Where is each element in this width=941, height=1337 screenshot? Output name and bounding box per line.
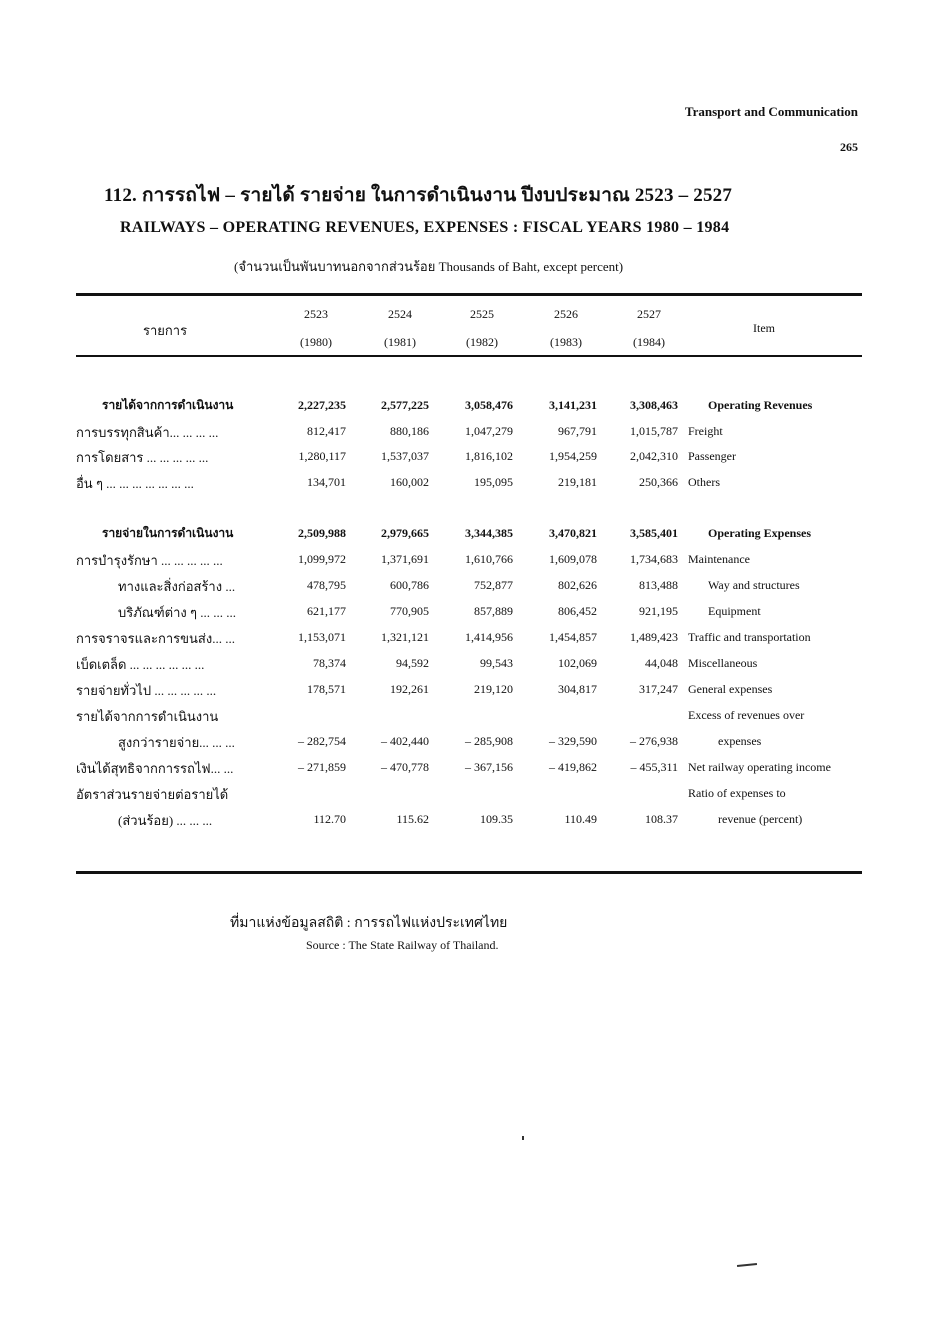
cell-value: 2,979,665: [381, 526, 429, 540]
row-label-english: Others: [688, 475, 720, 489]
row-label-english: Traffic and transportation: [688, 630, 811, 644]
item-header-thai: รายการ: [143, 323, 188, 338]
cell-value: 2,509,988: [298, 526, 346, 540]
year-header-ad: (1982): [466, 335, 498, 349]
cell-value: – 455,311: [630, 760, 678, 774]
row-label-thai: รายได้จากการดำเนินงาน: [102, 398, 234, 412]
cell-value: 1,954,259: [549, 449, 597, 463]
row-label-english: Ratio of expenses to: [688, 786, 786, 800]
row-label-thai: (ส่วนร้อย) ... ... ...: [118, 813, 213, 828]
row-label-thai: การโดยสาร ... ... ... ... ...: [76, 450, 209, 465]
cell-value: 112.70: [313, 812, 346, 826]
row-label-thai: การจราจรและการขนส่ง... ...: [76, 631, 235, 646]
year-header-thai: 2526: [554, 307, 578, 321]
cell-value: 1,489,423: [630, 630, 678, 644]
source-thai: ที่มาแห่งข้อมูลสถิติ : การรถไฟแห่งประเทศไทย: [230, 916, 508, 931]
cell-value: 108.37: [645, 812, 678, 826]
cell-value: 3,585,401: [630, 526, 678, 540]
cell-value: 110.49: [564, 812, 597, 826]
section-header: Transport and Communication: [684, 104, 858, 119]
row-label-thai: เงินได้สุทธิจากการรถไฟ... ...: [76, 761, 234, 776]
table-title-thai: [104, 180, 732, 210]
cell-value: 802,626: [558, 578, 597, 592]
cell-value: 857,889: [474, 604, 513, 618]
cell-value: 219,120: [474, 682, 513, 696]
cell-value: – 367,156: [465, 760, 513, 774]
cell-value: 1,321,121: [381, 630, 429, 644]
unit-note: (จำนวนเป็นพันบาทนอกจากส่วนร้อย Thousands of Baht, except percent): [234, 259, 624, 274]
cell-value: 478,795: [307, 578, 346, 592]
cell-value: 812,417: [307, 424, 346, 438]
cell-value: 304,817: [558, 682, 597, 696]
cell-value: – 285,908: [465, 734, 513, 748]
cell-value: 3,141,231: [549, 398, 597, 412]
cell-value: 1,609,078: [549, 552, 597, 566]
cell-value: 3,344,385: [465, 526, 513, 540]
cell-value: 160,002: [390, 475, 429, 489]
row-label-english: Miscellaneous: [688, 656, 758, 670]
cell-value: 115.62: [396, 812, 429, 826]
cell-value: 813,488: [639, 578, 678, 592]
row-label-thai: รายจ่ายทั่วไป ... ... ... ... ...: [76, 683, 217, 698]
table-number: 112.: [104, 185, 138, 206]
row-label-thai: อัตราส่วนรายจ่ายต่อรายได้: [76, 787, 229, 802]
cell-value: 1,816,102: [465, 449, 513, 463]
cell-value: 3,308,463: [630, 398, 678, 412]
cell-value: 192,261: [390, 682, 429, 696]
cell-value: 134,701: [307, 475, 346, 489]
cell-value: 3,058,476: [465, 398, 513, 412]
year-header-thai: 2525: [470, 307, 494, 321]
cell-value: 1,280,117: [298, 449, 346, 463]
row-label-english: Net railway operating income: [688, 760, 831, 774]
table-title-thai-text: การรถไฟ – รายได้ รายจ่าย ในการดำเนินงาน ปีงบประมาณ 2523 – 2527: [141, 185, 733, 206]
page-number: 265: [840, 140, 858, 154]
cell-value: 3,470,821: [549, 526, 597, 540]
cell-value: 921,195: [639, 604, 678, 618]
cell-value: 178,571: [307, 682, 346, 696]
cell-value: – 402,440: [381, 734, 429, 748]
cell-value: 1,015,787: [630, 424, 678, 438]
cell-value: 806,452: [558, 604, 597, 618]
cell-value: 1,454,857: [549, 630, 597, 644]
cell-value: 1,537,037: [381, 449, 429, 463]
table-bottom-rule: [76, 871, 862, 874]
cell-value: 195,095: [474, 475, 513, 489]
cell-value: 94,592: [396, 656, 429, 670]
row-label-thai: รายได้จากการดำเนินงาน: [76, 709, 219, 724]
year-header-ad: (1983): [550, 335, 582, 349]
row-label-thai: บริภัณฑ์ต่าง ๆ ... ... ...: [118, 605, 236, 620]
cell-value: 44,048: [645, 656, 678, 670]
cell-value: 2,227,235: [298, 398, 346, 412]
row-label-english: Passenger: [688, 449, 736, 463]
year-header-thai: 2524: [388, 307, 412, 321]
cell-value: – 419,862: [549, 760, 597, 774]
table-header-rule: [76, 355, 862, 357]
item-header-english: Item: [753, 321, 775, 335]
cell-value: 770,905: [390, 604, 429, 618]
row-label-english: Excess of revenues over: [688, 708, 805, 722]
cell-value: 250,366: [639, 475, 678, 489]
cell-value: 102,069: [558, 656, 597, 670]
row-label-thai: รายจ่ายในการดำเนินงาน: [102, 526, 234, 540]
row-label-english: Way and structures: [708, 578, 800, 592]
cell-value: 600,786: [390, 578, 429, 592]
cell-value: 1,099,972: [298, 552, 346, 566]
year-header-ad: (1981): [384, 335, 416, 349]
cell-value: 109.35: [480, 812, 513, 826]
row-label-thai: เบ็ดเตล็ด ... ... ... ... ... ...: [76, 657, 205, 672]
cell-value: 99,543: [480, 656, 513, 670]
row-label-english: Equipment: [708, 604, 761, 618]
cell-value: 219,181: [558, 475, 597, 489]
row-label-thai: อื่น ๆ ... ... ... ... ... ... ...: [76, 476, 194, 491]
scan-speck: [522, 1136, 524, 1140]
year-header-thai: 2523: [304, 307, 328, 321]
cell-value: 621,177: [307, 604, 346, 618]
row-label-english: Freight: [688, 424, 723, 438]
row-label-english: expenses: [718, 734, 762, 748]
cell-value: – 276,938: [630, 734, 678, 748]
cell-value: 1,371,691: [381, 552, 429, 566]
cell-value: 1,047,279: [465, 424, 513, 438]
row-label-english: revenue (percent): [718, 812, 803, 826]
table-top-rule: [76, 293, 862, 296]
table-title-english: RAILWAYS – OPERATING REVENUES, EXPENSES : FISCAL YEARS 1980 – 1984: [120, 219, 730, 236]
cell-value: 78,374: [313, 656, 346, 670]
cell-value: 2,042,310: [630, 449, 678, 463]
cell-value: – 329,590: [549, 734, 597, 748]
cell-value: 1,734,683: [630, 552, 678, 566]
row-label-thai: ทางและสิ่งก่อสร้าง ...: [118, 579, 236, 594]
row-label-english: Operating Expenses: [708, 526, 812, 540]
year-header-ad: (1980): [300, 335, 332, 349]
cell-value: 967,791: [558, 424, 597, 438]
cell-value: 317,247: [639, 682, 678, 696]
cell-value: 2,577,225: [381, 398, 429, 412]
year-header-thai: 2527: [637, 307, 661, 321]
row-label-thai: สูงกว่ารายจ่าย... ... ...: [118, 735, 235, 750]
row-label-thai: การบรรทุกสินค้า... ... ... ...: [76, 425, 219, 440]
row-label-thai: การบำรุงรักษา ... ... ... ... ...: [76, 553, 223, 568]
scan-speck: [737, 1263, 757, 1267]
cell-value: 1,610,766: [465, 552, 513, 566]
cell-value: – 470,778: [381, 760, 429, 774]
cell-value: 752,877: [474, 578, 513, 592]
row-label-english: Maintenance: [688, 552, 750, 566]
source-english: Source : The State Railway of Thailand.: [306, 938, 499, 952]
cell-value: – 282,754: [298, 734, 346, 748]
year-header-ad: (1984): [633, 335, 665, 349]
row-label-english: Operating Revenues: [708, 398, 813, 412]
cell-value: 1,153,071: [298, 630, 346, 644]
cell-value: 1,414,956: [465, 630, 513, 644]
row-label-english: General expenses: [688, 682, 773, 696]
cell-value: 880,186: [390, 424, 429, 438]
cell-value: – 271,859: [298, 760, 346, 774]
